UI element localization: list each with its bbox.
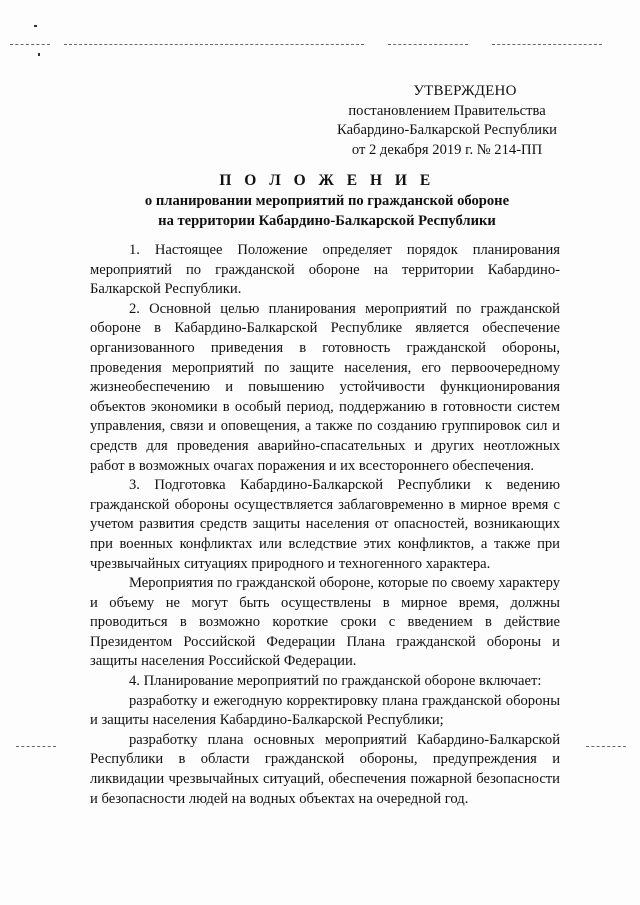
document-title: П О Л О Ж Е Н И Е [219, 172, 435, 189]
approval-stamp: УТВЕРЖДЕНО [413, 83, 517, 99]
scan-artifact [64, 44, 364, 45]
document-heading [92, 170, 562, 231]
paragraph: 3. Подготовка Кабардино-Балкарской Республики к ведению гражданской обороны осуществляется заблаговременно в мирное время с учетом развития средств защиты населения от опасностей, возникающих при военных конфликтах или вследствие этих конфликтов, а также при чрезвычайных ситуациях природного и техногенного характера. [90, 477, 560, 572]
scan-artifact [586, 746, 626, 747]
scan-artifact [16, 746, 56, 747]
scan-artifact [34, 25, 37, 27]
paragraph: 1. Настоящее Положение определяет порядок планирования мероприятий по гражданской обороне на территории Кабардино-Балкарской Республики. [90, 242, 560, 298]
approval-line: постановлением Правительства [348, 102, 546, 119]
document-subtitle: на территории Кабардино-Балкарской Республики [158, 212, 496, 229]
scan-artifact [10, 44, 50, 45]
paragraph: разработку плана основных мероприятий Кабардино-Балкарской Республики в области гражданской обороны, предупреждения и ликвидации чрезвычайных ситуаций, обеспечения пожарной безопасности и безопасности людей на водных объектах на очередной год. [90, 731, 560, 807]
approval-line: Кабардино-Балкарской Республики [337, 122, 557, 138]
paragraph: 4. Планирование мероприятий по гражданской обороне включает: [129, 673, 542, 690]
document-body [90, 241, 560, 809]
scan-artifact [492, 44, 602, 45]
paragraph: разработку и ежегодную корректировку плана гражданской обороны и защиты населения Кабардино-Балкарской Республики; [90, 692, 560, 729]
approval-block [332, 82, 562, 160]
paragraph: Мероприятия по гражданской обороне, которые по своему характеру и объему не могут быть осуществлены в мирное время, должны проводиться в возможно короткие сроки с введением в действие Президентом Российской Федерации Плана гражданской обороны и защиты населения Российской Федерации. [90, 575, 560, 670]
approval-line: от 2 декабря 2019 г. № 214-ПП [351, 141, 543, 158]
scan-artifact [388, 44, 468, 45]
scan-artifact [38, 53, 40, 56]
paragraph: 2. Основной целью планирования мероприятий по гражданской обороне в Кабардино-Балкарской Республике является обеспечение организованного приведения в готовность гражданской обороны, проведения мероприятий по защите населения, его первоочередному жизнеобеспечению и повышению устойчивости функционирования объектов экономики в особый период, поддержанию в готовности систем управления, связи и оповещения, а также по созданию группировок сил и средств для проведения аварийно-спасательных и других неотложных работ в возможных очагах поражения и их всестороннего обеспечения. [90, 300, 560, 474]
document-subtitle: о планировании мероприятий по гражданской обороне [144, 193, 510, 209]
